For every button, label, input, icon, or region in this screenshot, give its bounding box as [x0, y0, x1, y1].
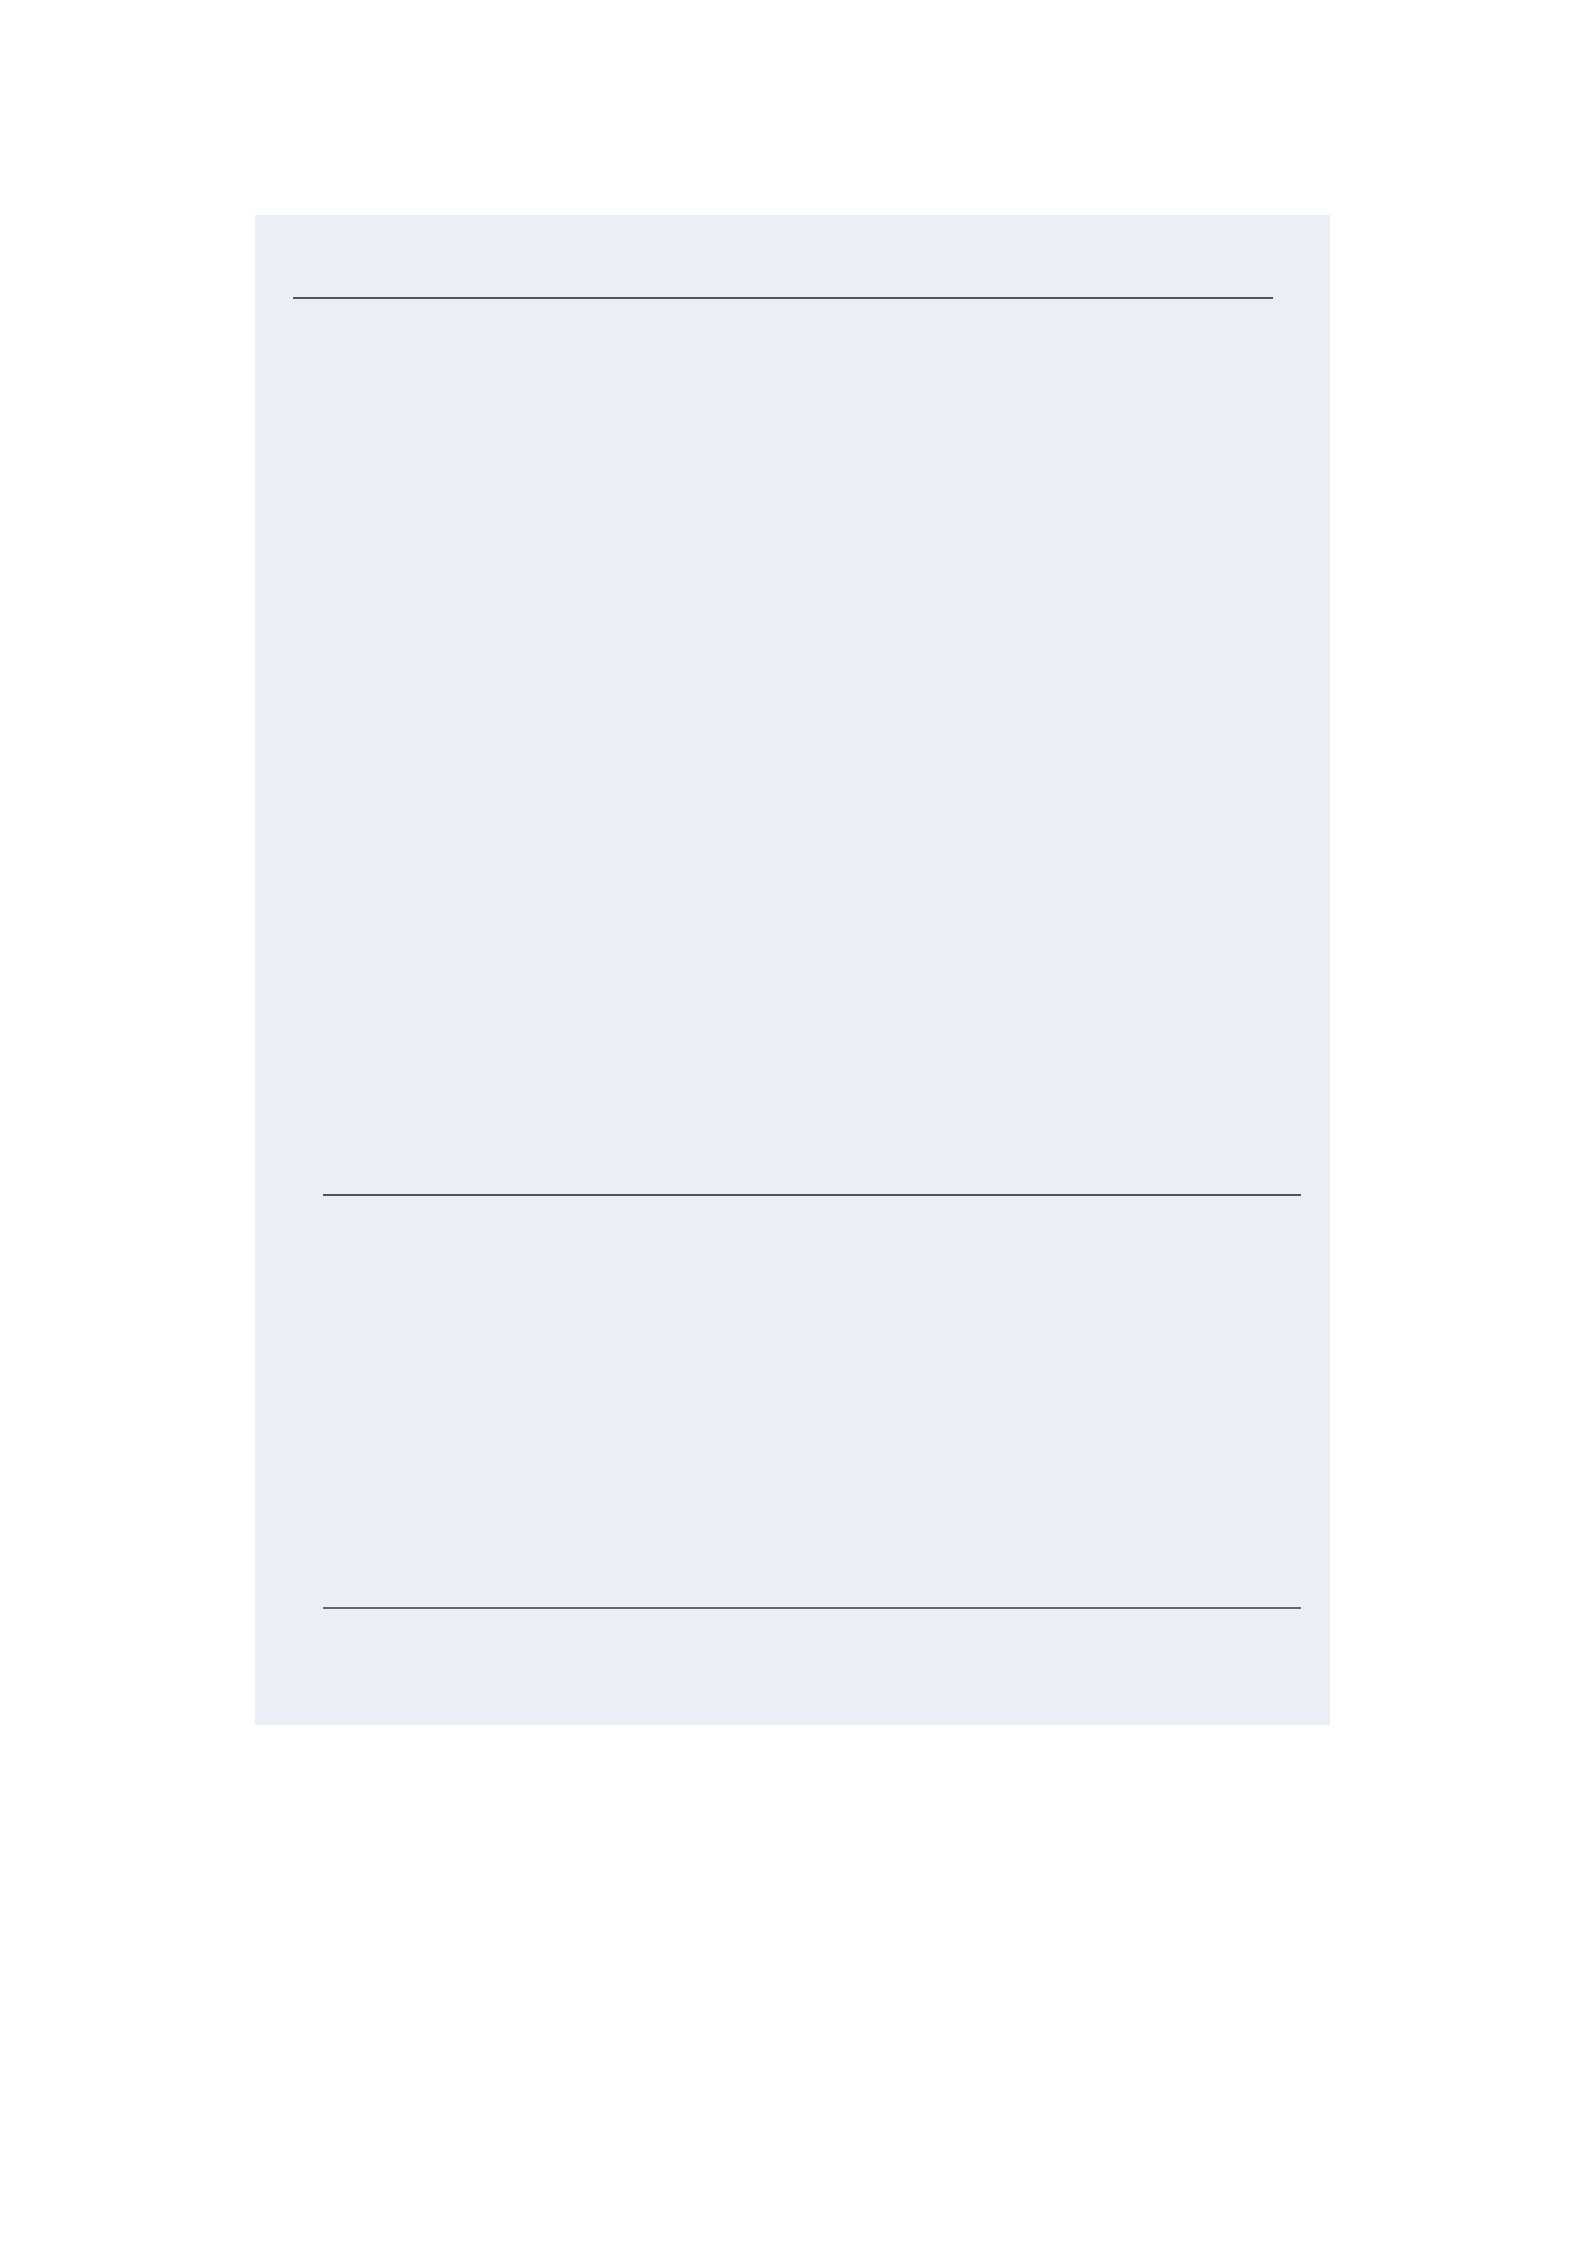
- header-rule: [293, 297, 1273, 299]
- scanned-page: [255, 215, 1330, 1725]
- table2-top-rule: [323, 1194, 1301, 1196]
- table2-bottom-rule: [323, 1607, 1301, 1609]
